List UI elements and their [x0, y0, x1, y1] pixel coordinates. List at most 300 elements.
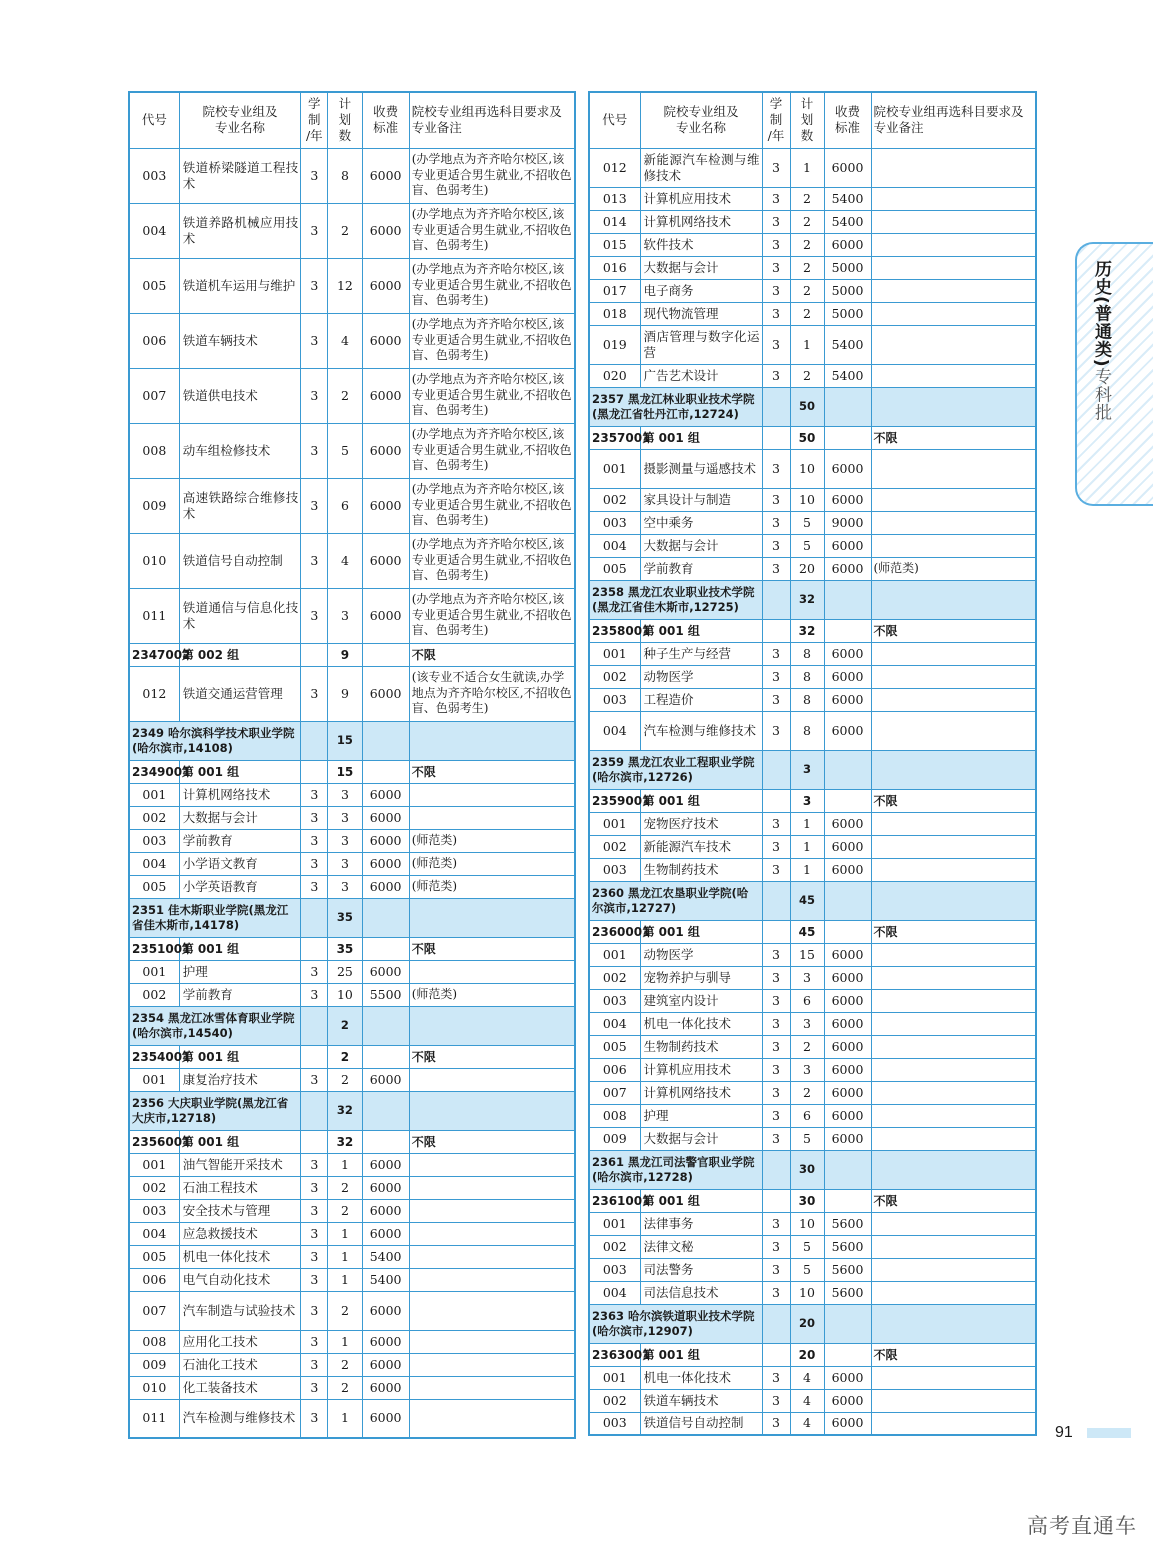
group-row [129, 1130, 575, 1153]
major-fee: 6000 [362, 1353, 409, 1376]
school-note [409, 721, 575, 760]
major-fee: 6000 [824, 642, 871, 665]
school-years [301, 721, 328, 760]
major-years: 3 [762, 1104, 790, 1127]
major-years: 3 [301, 875, 328, 898]
major-years: 3 [301, 806, 328, 829]
major-note [409, 1330, 575, 1353]
major-code: 016 [589, 256, 640, 279]
major-years: 3 [762, 1366, 790, 1389]
major-note [871, 1081, 1036, 1104]
major-name: 计算机应用技术 [640, 187, 762, 210]
major-code: 015 [589, 233, 640, 256]
major-row [589, 557, 1036, 580]
major-years: 3 [762, 1235, 790, 1258]
major-note [871, 256, 1036, 279]
school-name: 2356 大庆职业学院(黑龙江省大庆市,12718) [129, 1091, 301, 1130]
major-years: 3 [762, 488, 790, 511]
major-note [409, 1353, 575, 1376]
major-row [129, 806, 575, 829]
major-name: 计算机网络技术 [640, 1081, 762, 1104]
major-name: 建筑室内设计 [640, 989, 762, 1012]
major-row [589, 1081, 1036, 1104]
major-name: 电气自动化技术 [179, 1268, 301, 1291]
group-row [589, 920, 1036, 943]
major-plan: 8 [328, 148, 362, 203]
major-years: 3 [762, 665, 790, 688]
major-years: 3 [762, 1035, 790, 1058]
major-fee: 5400 [824, 187, 871, 210]
group-years [301, 1130, 328, 1153]
major-row [589, 1281, 1036, 1304]
major-code: 001 [129, 783, 179, 806]
major-row [589, 1389, 1036, 1412]
major-years: 3 [301, 1353, 328, 1376]
group-plan: 3 [790, 789, 824, 812]
major-plan: 5 [790, 511, 824, 534]
major-row [589, 1127, 1036, 1150]
major-note [871, 1058, 1036, 1081]
major-plan: 4 [328, 313, 362, 368]
major-code: 013 [589, 187, 640, 210]
category-side-tab [1075, 242, 1153, 506]
major-code: 004 [589, 1012, 640, 1035]
school-plan: 20 [790, 1304, 824, 1343]
major-plan: 3 [790, 1058, 824, 1081]
major-plan: 6 [790, 1104, 824, 1127]
major-years: 3 [301, 1222, 328, 1245]
major-name: 小学语文教育 [179, 852, 301, 875]
major-note [871, 688, 1036, 711]
major-note [409, 1291, 575, 1330]
major-plan: 3 [328, 783, 362, 806]
major-fee: 6000 [362, 368, 409, 423]
major-note [871, 488, 1036, 511]
major-plan: 12 [328, 258, 362, 313]
major-code: 006 [129, 313, 179, 368]
major-fee: 6000 [362, 1176, 409, 1199]
major-code: 003 [589, 511, 640, 534]
header-note: 院校专业组再选科目要求及 专业备注 [409, 92, 575, 148]
major-note [871, 943, 1036, 966]
major-note [871, 325, 1036, 364]
major-name: 应急救援技术 [179, 1222, 301, 1245]
major-years: 3 [762, 364, 790, 387]
major-plan: 6 [790, 989, 824, 1012]
major-row [129, 258, 575, 313]
group-fee [362, 643, 409, 666]
major-name: 宠物医疗技术 [640, 812, 762, 835]
group-years [301, 760, 328, 783]
header-fee: 收费 标准 [824, 92, 871, 148]
major-years: 3 [301, 1399, 328, 1438]
admission-table-left [128, 91, 576, 1439]
major-years: 3 [762, 966, 790, 989]
group-row [589, 426, 1036, 449]
major-note: (办学地点为齐齐哈尔校区,该专业更适合男生就业,不招收色盲、色弱考生) [409, 368, 575, 423]
major-note [871, 1035, 1036, 1058]
major-name: 汽车检测与维修技术 [179, 1399, 301, 1438]
major-fee: 6000 [824, 233, 871, 256]
header-name: 院校专业组及 专业名称 [179, 92, 301, 148]
major-note [409, 783, 575, 806]
major-name: 司法警务 [640, 1258, 762, 1281]
major-years: 3 [762, 325, 790, 364]
major-plan: 2 [790, 187, 824, 210]
school-years [762, 1304, 790, 1343]
major-fee: 6000 [362, 960, 409, 983]
major-years: 3 [301, 960, 328, 983]
major-fee: 6000 [824, 1412, 871, 1435]
major-fee: 6000 [824, 1366, 871, 1389]
major-plan: 2 [790, 256, 824, 279]
major-code: 002 [129, 806, 179, 829]
school-fee [362, 721, 409, 760]
school-fee [824, 580, 871, 619]
major-note: (师范类) [409, 875, 575, 898]
group-years [762, 920, 790, 943]
major-fee: 6000 [824, 835, 871, 858]
school-note [871, 750, 1036, 789]
major-name: 司法信息技术 [640, 1281, 762, 1304]
major-note: (办学地点为齐齐哈尔校区,该专业更适合男生就业,不招收色盲、色弱考生) [409, 203, 575, 258]
major-note [409, 1376, 575, 1399]
major-note [871, 302, 1036, 325]
major-plan: 5 [328, 423, 362, 478]
major-plan: 2 [790, 210, 824, 233]
major-plan: 2 [328, 1353, 362, 1376]
group-name: 第 001 组 [640, 920, 762, 943]
group-note: 不限 [409, 1045, 575, 1068]
major-code: 003 [129, 829, 179, 852]
major-note [871, 1127, 1036, 1150]
major-note [409, 1199, 575, 1222]
major-row [589, 1212, 1036, 1235]
school-fee [362, 1006, 409, 1045]
major-row [589, 1058, 1036, 1081]
major-fee: 5600 [824, 1281, 871, 1304]
major-years: 3 [301, 1245, 328, 1268]
major-note: (该专业不适合女生就读,办学地点为齐齐哈尔校区,不招收色盲、色弱考生) [409, 666, 575, 721]
group-row [129, 1045, 575, 1068]
major-code: 003 [589, 858, 640, 881]
major-name: 铁道车辆技术 [179, 313, 301, 368]
major-fee: 6000 [362, 258, 409, 313]
group-name: 第 001 组 [640, 1189, 762, 1212]
major-plan: 1 [790, 148, 824, 187]
major-name: 计算机应用技术 [640, 1058, 762, 1081]
major-note: (师范类) [409, 852, 575, 875]
major-row [589, 511, 1036, 534]
major-row [129, 1291, 575, 1330]
header-plan: 计 划 数 [790, 92, 824, 148]
major-years: 3 [762, 989, 790, 1012]
major-note [871, 364, 1036, 387]
school-plan: 50 [790, 387, 824, 426]
major-row [589, 812, 1036, 835]
major-note [409, 1068, 575, 1091]
major-row [129, 1353, 575, 1376]
major-years: 3 [301, 783, 328, 806]
group-note: 不限 [409, 1130, 575, 1153]
major-name: 法律文秘 [640, 1235, 762, 1258]
major-note [871, 187, 1036, 210]
major-plan: 1 [328, 1222, 362, 1245]
major-code: 001 [589, 1366, 640, 1389]
major-fee: 5600 [824, 1212, 871, 1235]
major-code: 003 [589, 989, 640, 1012]
major-name: 油气智能开采技术 [179, 1153, 301, 1176]
major-fee: 6000 [824, 1058, 871, 1081]
major-note [871, 966, 1036, 989]
major-name: 化工装备技术 [179, 1376, 301, 1399]
school-years [301, 1006, 328, 1045]
school-years [301, 1091, 328, 1130]
major-fee: 6000 [362, 1399, 409, 1438]
group-years [762, 1189, 790, 1212]
school-name: 2360 黑龙江农垦职业学院(哈尔滨市,12727) [589, 881, 762, 920]
major-name: 现代物流管理 [640, 302, 762, 325]
school-fee [362, 898, 409, 937]
major-plan: 2 [328, 1176, 362, 1199]
major-fee: 6000 [362, 1153, 409, 1176]
major-name: 工程造价 [640, 688, 762, 711]
header-code: 代号 [129, 92, 179, 148]
major-note [871, 989, 1036, 1012]
major-code: 011 [129, 588, 179, 643]
major-row [589, 534, 1036, 557]
major-row [129, 1245, 575, 1268]
school-name: 2349 哈尔滨科学技术职业学院(哈尔滨市,14108) [129, 721, 301, 760]
group-code: 2354001 [129, 1045, 179, 1068]
group-years [301, 937, 328, 960]
group-name: 第 001 组 [640, 789, 762, 812]
major-fee: 6000 [824, 488, 871, 511]
group-fee [362, 760, 409, 783]
major-years: 3 [762, 858, 790, 881]
major-fee: 6000 [362, 852, 409, 875]
major-row [589, 642, 1036, 665]
major-name: 大数据与会计 [179, 806, 301, 829]
major-name: 法律事务 [640, 1212, 762, 1235]
header-fee: 收费 标准 [362, 92, 409, 148]
school-fee [824, 1304, 871, 1343]
major-note [871, 1258, 1036, 1281]
major-years: 3 [762, 279, 790, 302]
major-name: 大数据与会计 [640, 1127, 762, 1150]
major-fee: 6000 [362, 1291, 409, 1330]
major-note: (师范类) [409, 829, 575, 852]
major-name: 酒店管理与数字化运营 [640, 325, 762, 364]
group-code: 2351001 [129, 937, 179, 960]
major-plan: 25 [328, 960, 362, 983]
major-years: 3 [762, 233, 790, 256]
group-row [589, 1343, 1036, 1366]
school-row [589, 1304, 1036, 1343]
school-years [301, 898, 328, 937]
major-row [589, 148, 1036, 187]
major-years: 3 [301, 852, 328, 875]
school-name: 2357 黑龙江林业职业技术学院(黑龙江省牡丹江市,12724) [589, 387, 762, 426]
major-note: (办学地点为齐齐哈尔校区,该专业更适合男生就业,不招收色盲、色弱考生) [409, 533, 575, 588]
school-plan: 3 [790, 750, 824, 789]
major-note [871, 642, 1036, 665]
major-name: 软件技术 [640, 233, 762, 256]
major-name: 铁道通信与信息化技术 [179, 588, 301, 643]
major-years: 3 [762, 1258, 790, 1281]
major-code: 014 [589, 210, 640, 233]
major-row [589, 989, 1036, 1012]
major-note [871, 1366, 1036, 1389]
major-note: (师范类) [409, 983, 575, 1006]
major-note [871, 812, 1036, 835]
major-plan: 3 [328, 852, 362, 875]
school-row [129, 721, 575, 760]
major-code: 002 [589, 835, 640, 858]
major-years: 3 [301, 478, 328, 533]
major-code: 005 [589, 1035, 640, 1058]
group-row [589, 789, 1036, 812]
major-row [129, 983, 575, 1006]
major-plan: 1 [328, 1330, 362, 1353]
school-row [589, 387, 1036, 426]
major-fee: 6000 [824, 1081, 871, 1104]
major-fee: 6000 [824, 711, 871, 750]
major-name: 汽车检测与维修技术 [640, 711, 762, 750]
major-row [589, 364, 1036, 387]
major-note [409, 1268, 575, 1291]
group-note: 不限 [871, 920, 1036, 943]
major-note [871, 711, 1036, 750]
group-name: 第 001 组 [640, 426, 762, 449]
major-code: 018 [589, 302, 640, 325]
major-note [871, 1281, 1036, 1304]
school-note [871, 387, 1036, 426]
major-code: 008 [129, 423, 179, 478]
major-plan: 6 [328, 478, 362, 533]
major-years: 3 [762, 1058, 790, 1081]
major-years: 3 [762, 534, 790, 557]
major-row [129, 852, 575, 875]
major-fee: 5400 [824, 325, 871, 364]
major-years: 3 [301, 258, 328, 313]
major-plan: 2 [328, 203, 362, 258]
major-plan: 1 [790, 858, 824, 881]
major-row [129, 588, 575, 643]
major-plan: 10 [328, 983, 362, 1006]
school-note [409, 1006, 575, 1045]
header-plan: 计 划 数 [328, 92, 362, 148]
major-row [589, 858, 1036, 881]
major-row [129, 1268, 575, 1291]
major-note [871, 665, 1036, 688]
major-row [589, 1235, 1036, 1258]
major-years: 3 [762, 1412, 790, 1435]
major-code: 005 [129, 258, 179, 313]
major-name: 生物制药技术 [640, 858, 762, 881]
major-code: 020 [589, 364, 640, 387]
major-fee: 5000 [824, 256, 871, 279]
school-name: 2354 黑龙江冰雪体育职业学院(哈尔滨市,14540) [129, 1006, 301, 1045]
group-years [301, 643, 328, 666]
school-fee [824, 881, 871, 920]
group-note: 不限 [409, 937, 575, 960]
major-years: 3 [762, 1281, 790, 1304]
major-name: 机电一体化技术 [179, 1245, 301, 1268]
major-fee: 6000 [362, 829, 409, 852]
major-code: 002 [589, 665, 640, 688]
group-note: 不限 [871, 1189, 1036, 1212]
major-code: 017 [589, 279, 640, 302]
major-row [589, 1258, 1036, 1281]
major-fee: 6000 [824, 1012, 871, 1035]
major-note [871, 1212, 1036, 1235]
school-plan: 32 [328, 1091, 362, 1130]
major-row [589, 1366, 1036, 1389]
major-fee: 6000 [362, 148, 409, 203]
group-fee [824, 1343, 871, 1366]
major-note [871, 210, 1036, 233]
major-plan: 3 [328, 588, 362, 643]
major-plan: 5 [790, 1127, 824, 1150]
school-fee [824, 1150, 871, 1189]
major-name: 摄影测量与遥感技术 [640, 449, 762, 488]
major-note [871, 233, 1036, 256]
major-name: 铁道供电技术 [179, 368, 301, 423]
major-name: 种子生产与经营 [640, 642, 762, 665]
major-fee: 5000 [824, 279, 871, 302]
major-code: 003 [589, 1258, 640, 1281]
major-note [871, 1389, 1036, 1412]
major-years: 3 [762, 1012, 790, 1035]
group-code: 2347002 [129, 643, 179, 666]
major-code: 009 [129, 1353, 179, 1376]
group-years [301, 1045, 328, 1068]
major-note: (办学地点为齐齐哈尔校区,该专业更适合男生就业,不招收色盲、色弱考生) [409, 423, 575, 478]
major-fee: 6000 [362, 423, 409, 478]
major-name: 机电一体化技术 [640, 1366, 762, 1389]
major-years: 3 [762, 449, 790, 488]
major-plan: 2 [328, 368, 362, 423]
school-plan: 35 [328, 898, 362, 937]
major-row [589, 1104, 1036, 1127]
major-code: 003 [129, 148, 179, 203]
major-name: 学前教育 [640, 557, 762, 580]
major-name: 安全技术与管理 [179, 1199, 301, 1222]
group-plan: 30 [790, 1189, 824, 1212]
major-row [129, 1222, 575, 1245]
major-years: 3 [301, 1291, 328, 1330]
major-note [409, 1399, 575, 1438]
major-years: 3 [301, 1068, 328, 1091]
major-years: 3 [301, 1268, 328, 1291]
group-fee [824, 1189, 871, 1212]
major-row [129, 1399, 575, 1438]
group-plan: 50 [790, 426, 824, 449]
major-code: 001 [129, 1153, 179, 1176]
major-row [129, 203, 575, 258]
school-note [871, 881, 1036, 920]
major-fee: 9000 [824, 511, 871, 534]
major-note: (办学地点为齐齐哈尔校区,该专业更适合男生就业,不招收色盲、色弱考生) [409, 313, 575, 368]
group-name: 第 001 组 [179, 1045, 301, 1068]
major-plan: 10 [790, 449, 824, 488]
major-years: 3 [762, 302, 790, 325]
group-note: 不限 [871, 789, 1036, 812]
header-name: 院校专业组及 专业名称 [640, 92, 762, 148]
major-note: (办学地点为齐齐哈尔校区,该专业更适合男生就业,不招收色盲、色弱考生) [409, 148, 575, 203]
major-name: 铁道机车运用与维护 [179, 258, 301, 313]
